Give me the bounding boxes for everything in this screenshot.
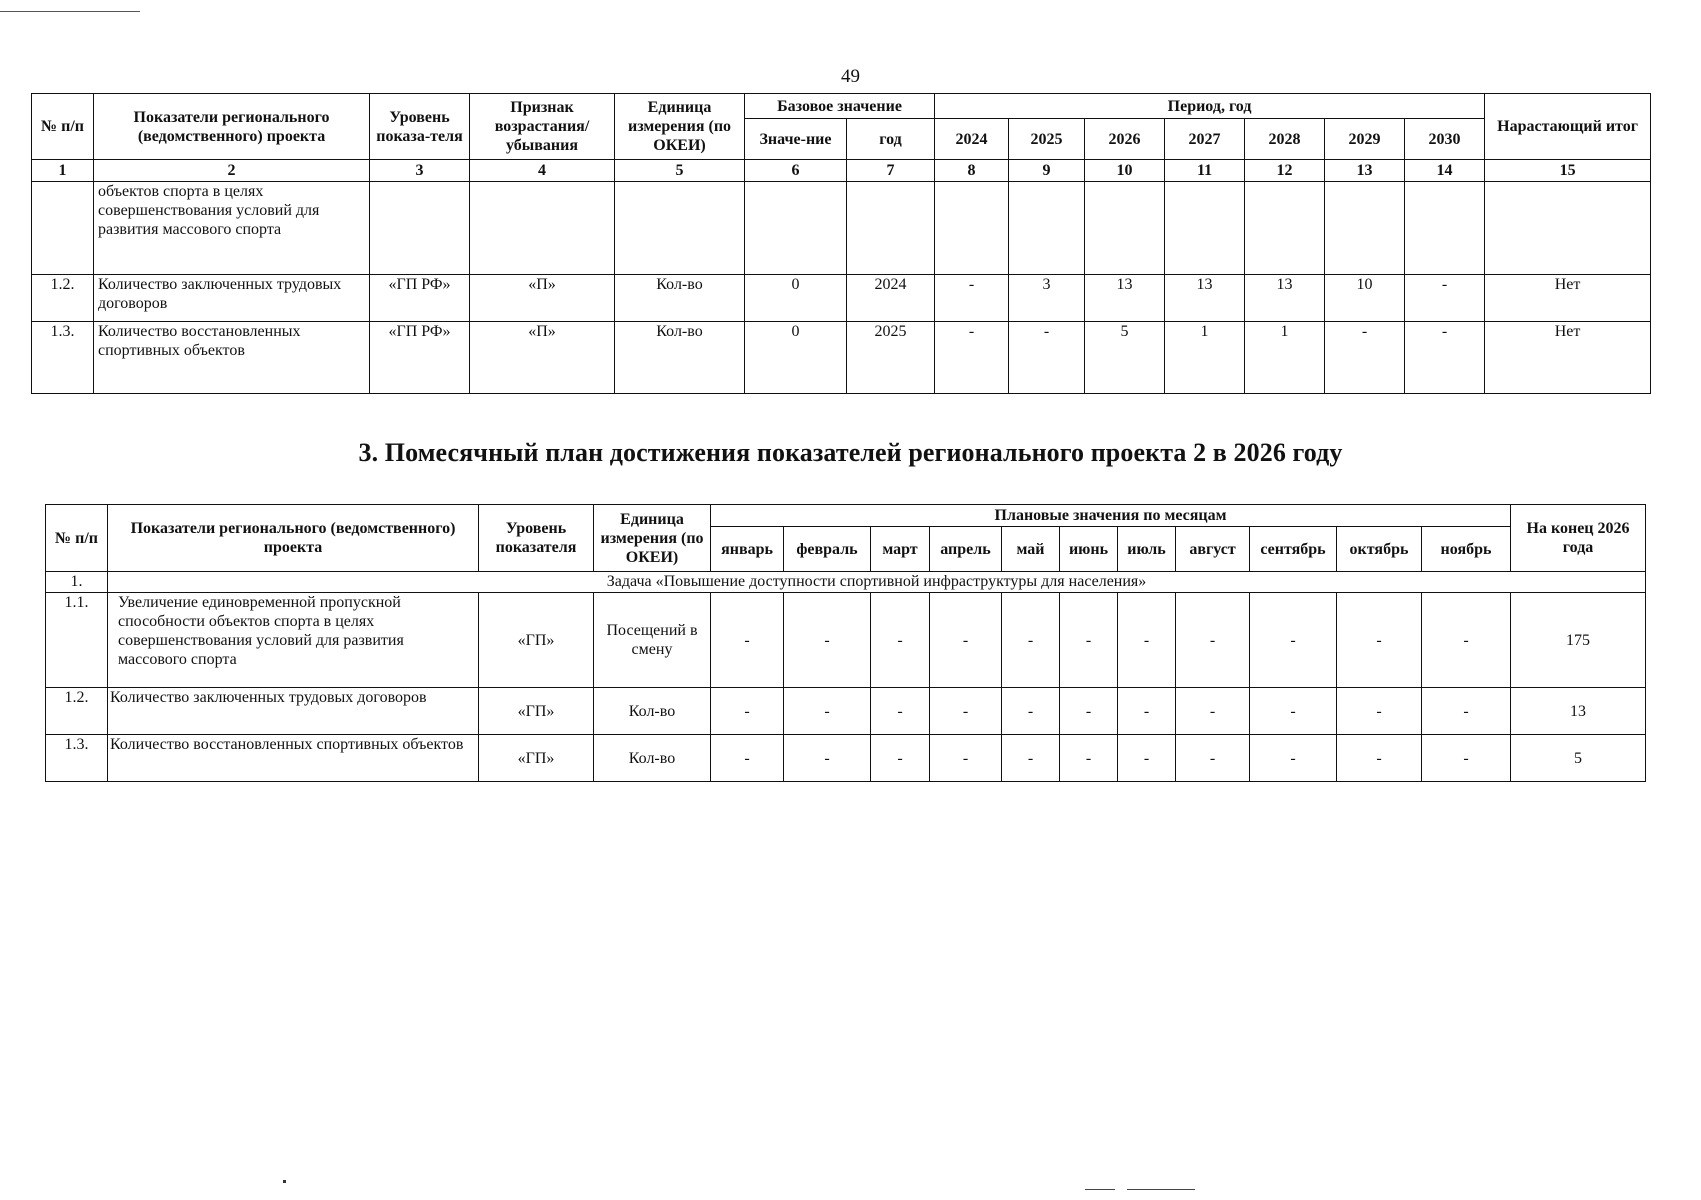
header-num: № п/п	[46, 505, 108, 572]
table-row	[46, 688, 1646, 735]
table-row	[32, 275, 1651, 322]
row-month-value: -	[1337, 688, 1422, 735]
header-cumulative: Нарастающий итог	[1485, 94, 1651, 160]
header-planned: Плановые значения по месяцам	[711, 505, 1511, 527]
row-month-value: -	[1422, 735, 1511, 782]
row-month-value: -	[1176, 593, 1250, 688]
row-month-value: -	[930, 735, 1002, 782]
row-month-value: -	[784, 688, 871, 735]
row-month-value: -	[1176, 735, 1250, 782]
header-indicator: Показатели регионального (ведомственного) проекта	[94, 94, 370, 160]
header-year: 2030	[1405, 119, 1485, 160]
row-month-value: -	[784, 735, 871, 782]
row-indicator: Количество заключенных трудовых договоров	[108, 688, 479, 735]
header-base: Базовое значение	[745, 94, 935, 119]
table-row	[46, 735, 1646, 782]
indicators-table	[31, 93, 1651, 394]
column-number-row	[32, 160, 1651, 182]
row-month-value: -	[1250, 735, 1337, 782]
column-number: 1	[32, 160, 94, 182]
row-year-value: 13	[1245, 275, 1325, 322]
monthly-plan-table	[45, 504, 1646, 782]
scan-speck	[283, 1180, 286, 1183]
header-month: сентябрь	[1250, 527, 1337, 572]
header-month: август	[1176, 527, 1250, 572]
column-number: 4	[470, 160, 615, 182]
row-year-value: -	[1405, 275, 1485, 322]
row-year-value: 13	[1085, 275, 1165, 322]
header-month: май	[1002, 527, 1060, 572]
row-month-value: -	[1118, 735, 1176, 782]
column-number: 11	[1165, 160, 1245, 182]
column-number: 2	[94, 160, 370, 182]
column-number: 7	[847, 160, 935, 182]
row-month-value: -	[1422, 593, 1511, 688]
row-month-value: -	[1002, 688, 1060, 735]
row-year-value: 1	[1245, 322, 1325, 394]
column-number: 15	[1485, 160, 1651, 182]
row-base-year: 2024	[847, 275, 935, 322]
row-month-value: -	[711, 593, 784, 688]
header-year: 2026	[1085, 119, 1165, 160]
task-text: Задача «Повышение доступности спортивной инфраструктуры для населения»	[108, 572, 1646, 593]
row-month-value: -	[871, 735, 930, 782]
row-num: 1.3.	[46, 735, 108, 782]
row-year-value: -	[1009, 322, 1085, 394]
row-month-value: -	[1118, 688, 1176, 735]
header-level: Уровень показа-теля	[370, 94, 470, 160]
row-num: 1.3.	[32, 322, 94, 394]
row-level: «ГП РФ»	[370, 275, 470, 322]
column-number: 8	[935, 160, 1009, 182]
header-unit: Единица измерения (по ОКЕИ)	[594, 505, 711, 572]
row-unit: Кол-во	[594, 688, 711, 735]
row-year-value: -	[935, 275, 1009, 322]
header-end-of-year: На конец 2026 года	[1511, 505, 1646, 572]
row-level: «ГП РФ»	[370, 322, 470, 394]
row-month-value: -	[1060, 593, 1118, 688]
header-base-year: год	[847, 119, 935, 160]
column-number: 12	[1245, 160, 1325, 182]
row-month-value: -	[871, 688, 930, 735]
column-number: 14	[1405, 160, 1485, 182]
row-month-value: -	[1337, 593, 1422, 688]
row-unit: Кол-во	[615, 322, 745, 394]
header-base-value: Значе-ние	[745, 119, 847, 160]
row-cumulative: Нет	[1485, 322, 1651, 394]
column-number: 10	[1085, 160, 1165, 182]
row-month-value: -	[1250, 688, 1337, 735]
header-year: 2028	[1245, 119, 1325, 160]
page-number: 49	[841, 66, 860, 87]
row-end-value: 13	[1511, 688, 1646, 735]
row-indicator: Количество восстановленных спортивных объектов	[94, 322, 370, 394]
row-unit: Кол-во	[594, 735, 711, 782]
row-month-value: -	[930, 688, 1002, 735]
top-rule	[0, 11, 140, 12]
row-year-value: 5	[1085, 322, 1165, 394]
row-month-value: -	[1337, 735, 1422, 782]
row-month-value: -	[871, 593, 930, 688]
row-month-value: -	[1250, 593, 1337, 688]
table-row	[46, 593, 1646, 688]
row-year-value: 1	[1165, 322, 1245, 394]
row-year-value: -	[935, 322, 1009, 394]
continuation-text: объектов спорта в целях совершенствования условий для развития массового спорта	[94, 182, 370, 275]
table-row	[32, 322, 1651, 394]
row-year-value: 3	[1009, 275, 1085, 322]
header-sign: Признак возрастания/ убывания	[470, 94, 615, 160]
header-month: февраль	[784, 527, 871, 572]
header-month: март	[871, 527, 930, 572]
row-month-value: -	[711, 735, 784, 782]
row-month-value: -	[1118, 593, 1176, 688]
row-num: 1.2.	[32, 275, 94, 322]
row-end-value: 175	[1511, 593, 1646, 688]
column-number: 5	[615, 160, 745, 182]
column-number: 6	[745, 160, 847, 182]
task-num: 1.	[46, 572, 108, 593]
row-sign: «П»	[470, 322, 615, 394]
header-year: 2024	[935, 119, 1009, 160]
row-level: «ГП»	[479, 735, 594, 782]
row-num: 1.2.	[46, 688, 108, 735]
header-year: 2029	[1325, 119, 1405, 160]
row-month-value: -	[1060, 735, 1118, 782]
row-indicator: Увеличение единовременной пропускной способности объектов спорта в целях совершенствования условий для развития массового спорта	[108, 593, 479, 688]
header-period: Период, год	[935, 94, 1485, 119]
section-title: 3. Помесячный план достижения показателей регионального проекта 2 в 2026 году	[358, 438, 1343, 467]
task-row	[46, 572, 1646, 593]
header-year: 2027	[1165, 119, 1245, 160]
row-num: 1.1.	[46, 593, 108, 688]
row-base-value: 0	[745, 322, 847, 394]
row-month-value: -	[784, 593, 871, 688]
row-month-value: -	[1002, 735, 1060, 782]
column-number: 13	[1325, 160, 1405, 182]
row-month-value: -	[1422, 688, 1511, 735]
row-month-value: -	[1002, 593, 1060, 688]
column-number: 9	[1009, 160, 1085, 182]
column-number: 3	[370, 160, 470, 182]
bottom-rule	[1085, 1189, 1115, 1190]
header-month: январь	[711, 527, 784, 572]
row-indicator: Количество заключенных трудовых договоров	[94, 275, 370, 322]
row-unit: Посещений в смену	[594, 593, 711, 688]
row-level: «ГП»	[479, 688, 594, 735]
header-month: апрель	[930, 527, 1002, 572]
row-base-year: 2025	[847, 322, 935, 394]
bottom-rule	[1127, 1189, 1195, 1190]
header-month: октябрь	[1337, 527, 1422, 572]
row-month-value: -	[711, 688, 784, 735]
header-year: 2025	[1009, 119, 1085, 160]
row-level: «ГП»	[479, 593, 594, 688]
row-month-value: -	[930, 593, 1002, 688]
row-unit: Кол-во	[615, 275, 745, 322]
row-base-value: 0	[745, 275, 847, 322]
header-level: Уровень показателя	[479, 505, 594, 572]
row-year-value: -	[1405, 322, 1485, 394]
header-indicator: Показатели регионального (ведомственного) проекта	[108, 505, 479, 572]
table-row	[32, 182, 1651, 275]
row-year-value: 10	[1325, 275, 1405, 322]
row-end-value: 5	[1511, 735, 1646, 782]
header-month: ноябрь	[1422, 527, 1511, 572]
row-cumulative: Нет	[1485, 275, 1651, 322]
header-month: июль	[1118, 527, 1176, 572]
row-month-value: -	[1176, 688, 1250, 735]
row-year-value: 13	[1165, 275, 1245, 322]
header-num: № п/п	[32, 94, 94, 160]
row-indicator: Количество восстановленных спортивных объектов	[108, 735, 479, 782]
header-unit: Единица измерения (по ОКЕИ)	[615, 94, 745, 160]
header-month: июнь	[1060, 527, 1118, 572]
row-month-value: -	[1060, 688, 1118, 735]
row-year-value: -	[1325, 322, 1405, 394]
row-sign: «П»	[470, 275, 615, 322]
